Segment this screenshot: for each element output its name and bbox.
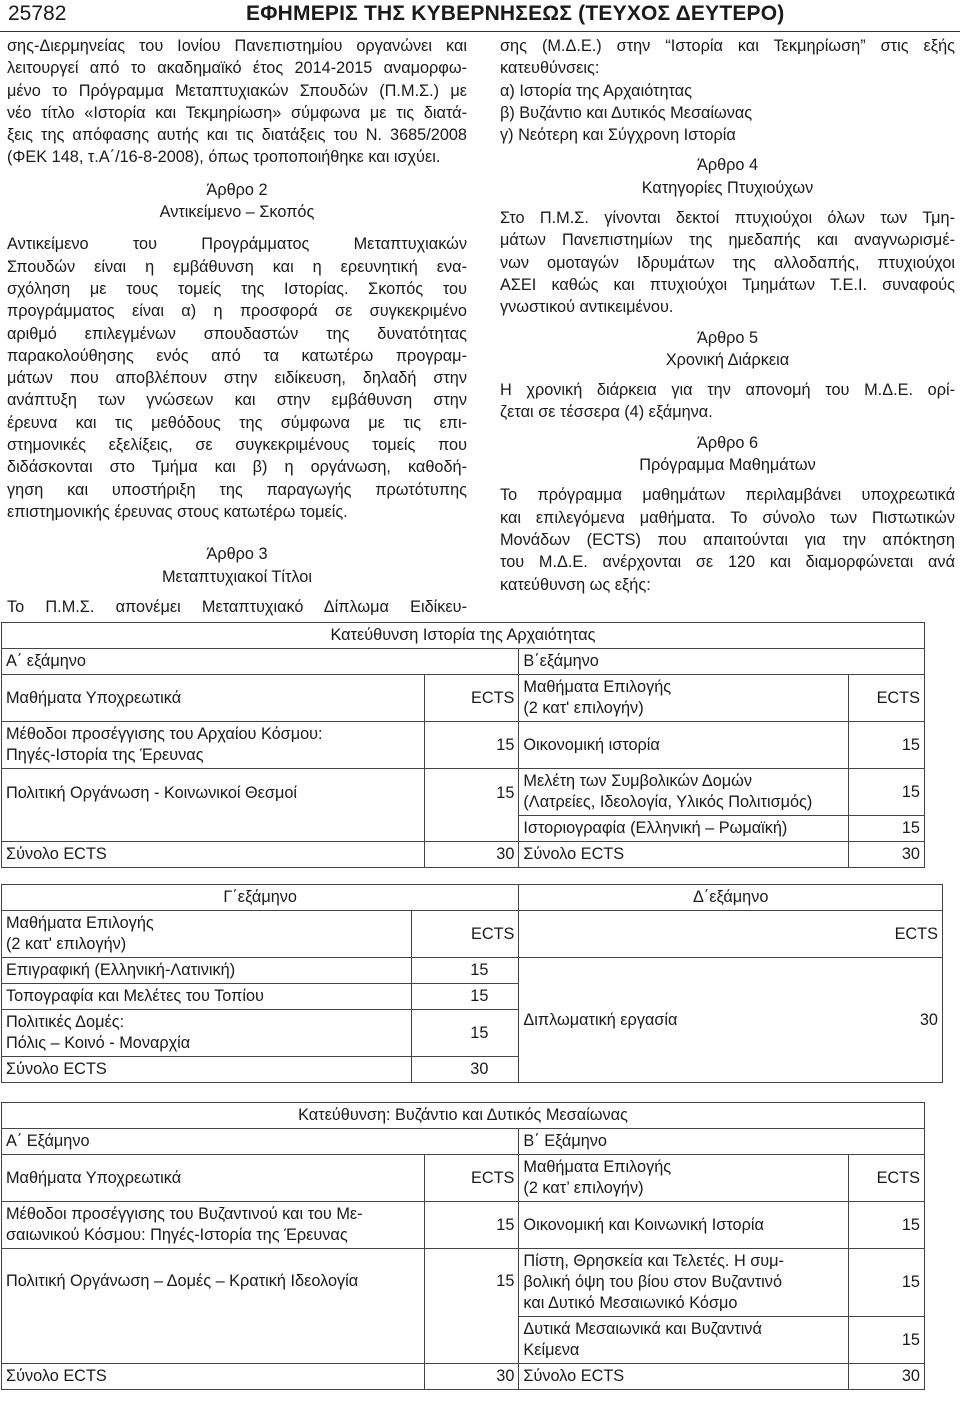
total-label: Σύνολο ECTS [2, 1364, 425, 1390]
text-line: γνωστικού αντικειμένου. [500, 298, 674, 317]
text-line: κατεύθυνση ως εξής: [500, 575, 651, 594]
table-semesters-c-d [1, 884, 943, 1083]
ects-header: ECTS [425, 1155, 519, 1202]
compulsory-header: Μαθήματα Υποχρεωτικά [2, 1155, 425, 1202]
ects-header: ECTS [849, 911, 943, 958]
elective-header: Μαθήματα Επιλογής (2 κατ’ επιλογήν) [519, 1155, 849, 1202]
article-4-subtitle: Κατηγορίες Πτυχιούχων [641, 178, 814, 197]
course-ects: 15 [425, 1202, 519, 1249]
right-column [500, 35, 955, 596]
ects-header: ECTS [849, 675, 925, 722]
total-ects: 30 [411, 1057, 519, 1083]
article-6-title: Άρθρο 6 [696, 433, 759, 452]
gazette-title: ΕΦΗΜΕΡΙΣ ΤΗΣ ΚΥΒΕΡΝΗΣΕΩΣ (ΤΕΥΧΟΣ ΔΕΥΤΕΡΟ) [246, 2, 785, 25]
semester-a: Α΄ εξάμηνο [2, 649, 519, 675]
table-title: Κατεύθυνση Ιστορία της Αρχαιότητας [2, 623, 925, 649]
course-ects: 15 [411, 1010, 519, 1057]
course-name: Ιστοριογραφία (Ελληνική – Ρωμαϊκή) [519, 816, 849, 842]
text-line: Το πρόγραμμα μαθημάτων περιλαμβάνει υποχρεωτικά [500, 486, 955, 505]
course-ects: 15 [411, 984, 519, 1010]
text-line: διδάσκονται στο Τμήμα και β) η οργάνωση, καθοδή- [7, 458, 467, 477]
page-number: 25782 [8, 2, 67, 25]
total-ects: 30 [425, 1364, 519, 1390]
article-5-paragraph [500, 379, 955, 424]
empty-cell [519, 911, 849, 958]
article-3-continuation [500, 35, 955, 146]
semester-a: Α΄ Εξάμηνο [2, 1129, 519, 1155]
text-line: μένο το Πρόγραμμα Μεταπτυχιακών Σπουδών (Π.Μ.Σ.) με [7, 81, 467, 100]
course-ects: 15 [849, 1249, 925, 1317]
text-line: στημονικές εξελίξεις, σε συγκεκριμένους τομείς που [7, 436, 467, 455]
course-name: Τοπογραφία και Μελέτες του Τοπίου [2, 984, 412, 1010]
article-6-subtitle: Πρόγραμμα Μαθημάτων [639, 456, 816, 475]
total-label: Σύνολο ECTS [519, 842, 849, 868]
table-byzantium-medieval [1, 1102, 925, 1390]
text-line: γηση και υποστήριξη της παραγωγής πρωτότυπης [7, 480, 467, 499]
total-ects: 30 [425, 842, 519, 868]
text-line: ξεις της απόφασης αυτής και τις διατάξεις του Ν. 3685/2008 [7, 126, 467, 145]
semester-b: Β΄ Εξάμηνο [519, 1129, 925, 1155]
text-line: μάτων που αποβλέπουν στην ειδίκευση, δηλαδή στην [7, 369, 467, 388]
text-line: έρευνα και τις μεθόδους της σύμφωνα με τις επι- [7, 413, 467, 432]
text-line: κατευθύνσεις: [500, 59, 600, 78]
course-name: Πολιτική Οργάνωση - Κοινωνικοί Θεσμοί [2, 769, 425, 842]
article-2-subtitle: Αντικείμενο – Σκοπός [159, 203, 315, 222]
course-name: Πολιτική Οργάνωση – Δομές – Κρατική Ιδεολογία [2, 1249, 425, 1364]
ects-header: ECTS [849, 1155, 925, 1202]
semester-b: Β΄εξάμηνο [519, 649, 925, 675]
total-label: Σύνολο ECTS [2, 842, 425, 868]
course-name: Μέθοδοι προσέγγισης του Βυζαντινού και του Με- σαιωνικού Κόσμου: Πηγές-Ιστορία της Έρευνας [2, 1202, 425, 1249]
course-ects: 15 [849, 1202, 925, 1249]
text-line: ζεται σε τέσσερα (4) εξάμηνα. [500, 403, 713, 422]
list-item: γ) Νεότερη και Σύγχρονη Ιστορία [500, 126, 736, 145]
text-line: Η χρονική διάρκεια για την απονομή του Μ.Δ.Ε. ορί- [500, 381, 955, 400]
course-name: Πολιτικές Δομές: Πόλις – Κοινό - Μοναρχία [2, 1010, 412, 1057]
text-line: και επιλεγόμενα μαθήματα. Το σύνολο των Πιστωτικών [500, 508, 955, 527]
article-2-paragraph [7, 233, 467, 523]
course-ects: 15 [849, 722, 925, 769]
semester-d: Δ΄εξάμηνο [519, 885, 943, 911]
list-item: β) Βυζάντιο και Δυτικός Μεσαίωνας [500, 103, 753, 122]
course-ects: 15 [425, 769, 519, 842]
course-ects: 15 [411, 958, 519, 984]
text-line: αριθμό επιλεγμένων σπουδαστών της δυνατότητας [7, 324, 467, 343]
article-3-subtitle: Μεταπτυχιακοί Τίτλοι [162, 567, 312, 586]
elective-header: Μαθήματα Επιλογής (2 κατ' επιλογήν) [2, 911, 412, 958]
course-ects: 15 [425, 1249, 519, 1364]
total-ects: 30 [849, 1364, 925, 1390]
course-name: Οικονομική και Κοινωνική Ιστορία [519, 1202, 849, 1249]
table-ancient-history [1, 622, 925, 868]
elective-header: Μαθήματα Επιλογής (2 κατ' επιλογήν) [519, 675, 849, 722]
header-divider [0, 31, 960, 32]
text-line: Το Π.Μ.Σ. απονέμει Μεταπτυχιακό Δίπλωμα Ειδίκευ- [7, 597, 467, 616]
article-4-title: Άρθρο 4 [696, 156, 759, 175]
course-ects: 15 [425, 722, 519, 769]
article-4-paragraph [500, 207, 955, 318]
article-3-title: Άρθρο 3 [206, 545, 268, 564]
left-column [7, 35, 467, 618]
text-line: σχόληση με τους τομείς της Ιστορίας. Σκοπός του [7, 279, 467, 298]
article-5-title: Άρθρο 5 [696, 328, 759, 347]
text-line: σης (Μ.Δ.Ε.) στην “Ιστορία και Τεκμηρίωση” στις εξής [500, 37, 955, 55]
text-line: ΑΣΕΙ καθώς και πτυχιούχοι Τμημάτων Τ.Ε.Ι. συναφούς [500, 275, 955, 294]
total-label: Σύνολο ECTS [519, 1364, 849, 1390]
text-line: Μονάδων (ECTS) που απαιτούνται για την απόκτηση [500, 530, 955, 549]
article-5-subtitle: Χρονική Διάρκεια [665, 350, 790, 369]
thesis-ects: 30 [849, 958, 943, 1083]
total-ects: 30 [849, 842, 925, 868]
intro-paragraph [7, 35, 467, 169]
course-ects: 15 [849, 769, 925, 816]
text-line: νέο τίτλο «Ιστορία και Τεκμηρίωση» σύμφωνα με τις διατά- [7, 103, 467, 122]
text-line: Σπουδών είναι η εμβάθυνση και η ερευνητική ενα- [7, 257, 467, 276]
course-name: Μέθοδοι προσέγγισης του Αρχαίου Κόσμου: Πηγές-Ιστορία της Έρευνας [2, 722, 425, 769]
text-line: μάτων Πανεπιστημίων της ημεδαπής και αναγνωρισμέ- [500, 231, 955, 250]
text-line: ανάπτυξη των γνώσεων και στην εμβάθυνση στην [7, 391, 467, 410]
semester-c: Γ΄εξάμηνο [2, 885, 519, 911]
course-name: Επιγραφική (Ελληνική-Λατινική) [2, 958, 412, 984]
text-line: Αντικείμενο του Προγράμματος Μεταπτυχιακών [7, 235, 467, 254]
text-line: σης-Διερμηνείας του Ιονίου Πανεπιστημίου οργανώνει και [7, 37, 467, 55]
article-6-paragraph [500, 484, 955, 595]
course-name: Δυτικά Μεσαιωνικά και Βυζαντινά Κείμενα [519, 1317, 849, 1364]
text-line: (ΦΕΚ 148, τ.Α΄/16-8-2008), όπως τροποποιήθηκε και ισχύει. [7, 148, 441, 167]
course-name: Μελέτη των Συμβολικών Δομών (Λατρείες, Ιδεολογία, Υλικός Πολιτισμός) [519, 769, 849, 816]
text-line: Στο Π.Μ.Σ. γίνονται δεκτοί πτυχιούχοι όλων των Τμη- [500, 209, 955, 228]
course-name: Πίστη, Θρησκεία και Τελετές. Η συμ- βολική όψη του βίου στον Βυζαντινό και Δυτικό Μεσαιωνικό Κόσμο [519, 1249, 849, 1317]
course-name: Οικονομική ιστορία [519, 722, 849, 769]
text-line: προγράμματος είναι α) η προσφορά σε συγκεκριμένο [7, 302, 467, 321]
article-3-paragraph [7, 596, 467, 618]
ects-header: ECTS [425, 675, 519, 722]
text-line: νων ομοταγών Ιδρυμάτων της αλλοδαπής, πτυχιούχοι [500, 253, 955, 272]
total-label: Σύνολο ECTS [2, 1057, 412, 1083]
text-line: λειτουργεί από το ακαδημαϊκό έτος 2014-2015 αναμορφω- [7, 59, 467, 78]
article-2-title: Άρθρο 2 [206, 180, 268, 199]
list-item: α) Ιστορία της Αρχαιότητας [500, 81, 692, 100]
compulsory-header: Μαθήματα Υποχρεωτικά [2, 675, 425, 722]
text-line: του Μ.Δ.Ε. ανέρχονται σε 120 και διαμορφώνεται ανά [500, 553, 955, 572]
ects-header: ECTS [411, 911, 519, 958]
table-title: Κατεύθυνση: Βυζάντιο και Δυτικός Μεσαίωνας [2, 1103, 925, 1129]
thesis-label: Διπλωματική εργασία [519, 958, 849, 1083]
course-ects: 15 [849, 816, 925, 842]
text-line: επιστημονικής έρευνας στους κατωτέρω τομείς. [7, 502, 348, 521]
course-ects: 15 [849, 1317, 925, 1364]
text-line: παρακολούθησης ενός από τα κατωτέρω προγραμ- [7, 346, 467, 365]
